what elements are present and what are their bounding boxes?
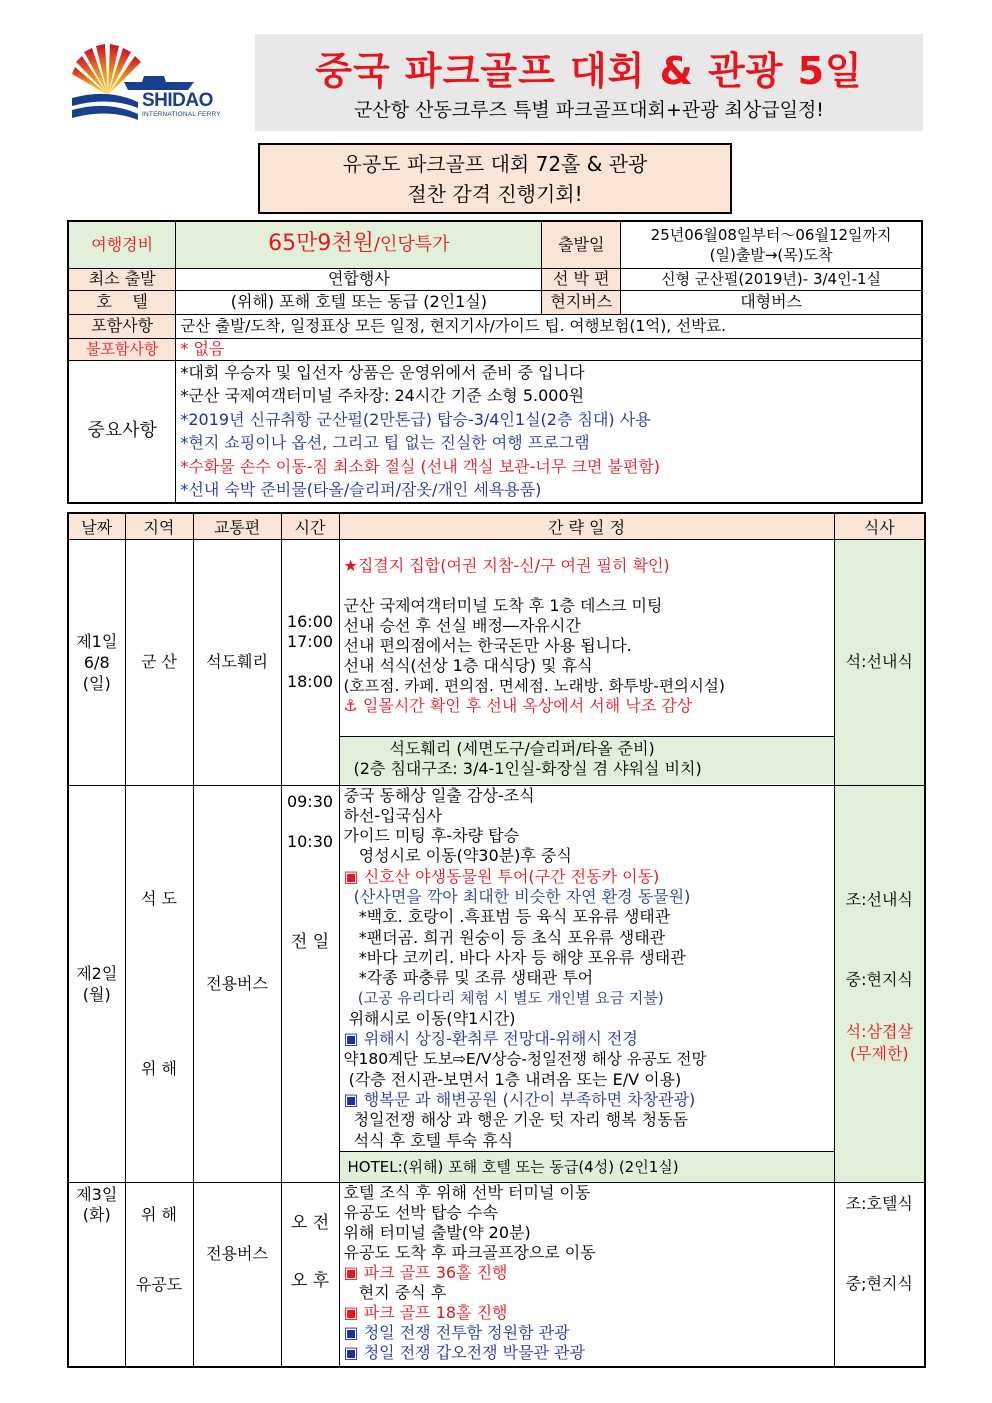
day1-transport: 석도훼리 bbox=[193, 539, 281, 785]
logo-subtext: INTERNATIONAL FERRY bbox=[142, 111, 221, 118]
page-subtitle: 군산항 산동크루즈 특별 파크골프대회+관광 최상급일정! bbox=[354, 99, 824, 121]
day2-meal-lunch: 중:현지식 bbox=[845, 969, 913, 989]
note-item: *수화물 손수 이동-짐 최소화 절실 (선내 객실 보관-너무 크면 불편함) bbox=[180, 456, 661, 476]
plan-line: *백호. 호랑이 .흑표범 등 육식 포유류 생태관 bbox=[343, 907, 671, 927]
included-label: 포함사항 bbox=[68, 314, 176, 338]
day3-time: 오 전 bbox=[290, 1212, 330, 1233]
ferry-cabin-note: (2층 침대구조: 3/4-1인실-화장실 겸 샤워실 비치) bbox=[353, 758, 702, 778]
plan-line: 청일전쟁 해상 과 행운 기운 텃 자리 행복 청동돔 bbox=[343, 1110, 689, 1130]
plan-line: ▣ 파크 골프 18홀 진행 bbox=[343, 1302, 508, 1322]
plan-line: ★집결지 집합(여권 지참-신/구 여권 필히 확인) bbox=[343, 555, 670, 575]
depart-dates: 25년06월08일부터～06월12일까지 bbox=[650, 225, 892, 244]
note-item: *대회 우승자 및 입선자 상품은 운영위에서 준비 중 입니다 bbox=[180, 362, 585, 382]
schedule-day-2 bbox=[68, 785, 925, 1182]
plan-line: 현지 중식 후 bbox=[343, 1282, 447, 1302]
note-item: *2019년 신규취항 군산펄(2만톤급) 탑승-3/4인1실(2층 침대) 사용 bbox=[180, 409, 651, 429]
day2-transport: 전용버스 bbox=[193, 785, 281, 1182]
plan-line: 영성시로 이동(약30분)후 중식 bbox=[343, 846, 572, 866]
bus-label: 현지버스 bbox=[542, 290, 621, 314]
schedule-day-1 bbox=[68, 539, 925, 785]
notes-list bbox=[176, 360, 922, 503]
day3-meal-breakfast: 조:호텔식 bbox=[845, 1194, 913, 1214]
day3-plan bbox=[339, 1182, 834, 1367]
plan-line: ▣ 청일 전쟁 전투함 정원함 관광 bbox=[343, 1322, 570, 1342]
plan-line: 위해시로 이동(약1시간) bbox=[343, 1008, 516, 1028]
excluded-value: * 없음 bbox=[176, 338, 922, 360]
promo-line-1: 유공도 파크골프 대회 72홀 & 관광 bbox=[342, 152, 648, 176]
plan-line-blue: ▣ 행복문 과 해변공원 (시간이 부족하면 차창관광) bbox=[343, 1089, 696, 1109]
cost-amount: 65만9천원 bbox=[268, 231, 374, 257]
ship-value: 신형 군산펄(2019년)- 3/4인-1실 bbox=[621, 268, 922, 290]
day2-region bbox=[125, 785, 193, 1182]
day2-time: 전 일 bbox=[290, 931, 330, 952]
plan-line: 유공도 도착 후 파크골프장으로 이동 bbox=[343, 1242, 596, 1262]
plan-line: 군산 국제여객터미널 도착 후 1층 데스크 미팅 bbox=[343, 595, 663, 615]
col-meal: 식사 bbox=[834, 513, 925, 539]
schedule-table bbox=[67, 512, 926, 1368]
day3-region-1: 위 해 bbox=[141, 1204, 177, 1224]
col-plan: 간 략 일 정 bbox=[339, 513, 834, 539]
day3-date bbox=[68, 1182, 125, 1367]
cost-value bbox=[176, 221, 542, 268]
plan-line: 가이드 미팅 후-차량 탑승 bbox=[343, 826, 520, 846]
cost-suffix: /인당특가 bbox=[373, 234, 450, 256]
day2-plan bbox=[339, 785, 834, 1182]
day2-times bbox=[281, 785, 339, 1182]
depart-value bbox=[621, 221, 922, 268]
day3-transport: 전용버스 bbox=[193, 1182, 281, 1367]
logo-text: SHIDAO bbox=[142, 90, 213, 111]
promo-line-2: 절찬 감격 진행기회! bbox=[407, 182, 583, 206]
included-value: 군산 출발/도착, 일정표상 모든 일정, 현지기사/가이드 팁. 여행보험(1억), 선박료. bbox=[176, 314, 922, 338]
min-value: 연합행사 bbox=[176, 268, 542, 290]
hotel-value: (위해) 포해 호텔 또는 동급 (2인1실) bbox=[176, 290, 542, 314]
day2-hotel: HOTEL:(위해) 포해 호텔 또는 동급(4성) (2인1실) bbox=[340, 1151, 834, 1182]
plan-line: *팬더곰. 희귀 원숭이 등 초식 포유류 생태관 bbox=[343, 927, 666, 947]
col-time: 시간 bbox=[281, 513, 339, 539]
note-item: *군산 국제여객터미널 주차장: 24시간 기준 소형 5.000원 bbox=[180, 386, 585, 405]
plan-line: (고공 유리다리 체험 시 별도 개인별 요금 지불) bbox=[343, 989, 664, 1008]
day3-time: 오 후 bbox=[290, 1270, 330, 1291]
day2-region-1: 석 도 bbox=[141, 888, 177, 908]
day2-label: 제2일 bbox=[76, 963, 118, 983]
plan-line: 약180계단 도보⇨E/V상승-청일전쟁 해상 유공도 전망 bbox=[343, 1050, 707, 1069]
day2-region-2: 위 해 bbox=[141, 1058, 177, 1078]
plan-line: 호텔 조식 후 위해 선박 터미널 이동 bbox=[343, 1182, 591, 1202]
bus-value: 대형버스 bbox=[621, 290, 922, 314]
plan-line: *각종 파충류 및 조류 생태관 투어 bbox=[343, 968, 594, 988]
day1-plan bbox=[339, 539, 834, 785]
plan-line: 선내 석식(선상 1층 대식당) 및 휴식 bbox=[343, 655, 593, 675]
note-item: *선내 숙박 준비물(타올/슬리퍼/잠옷/개인 세욕용품) bbox=[180, 480, 542, 499]
plan-line: *바다 코끼리. 바다 사자 등 해양 포유류 생태관 bbox=[343, 947, 686, 967]
day1-weekday: (일) bbox=[82, 673, 111, 693]
day2-weekday: (월) bbox=[82, 984, 111, 1004]
day1-time: 16:00 bbox=[286, 612, 334, 631]
day1-region: 군 산 bbox=[125, 539, 193, 785]
day3-region bbox=[125, 1182, 193, 1367]
page-title: 중국 파크골프 대회 & 관광 5일 bbox=[315, 49, 863, 93]
plan-line bbox=[344, 1090, 830, 1110]
day2-date bbox=[68, 785, 125, 1182]
plan-line: (산사면을 깍아 최대한 비슷한 자연 환경 동물원) bbox=[343, 886, 691, 906]
day3-meal-lunch: 중;현지식 bbox=[845, 1274, 913, 1294]
day1-times bbox=[281, 539, 339, 785]
promo-box bbox=[258, 143, 732, 214]
plan-line: ▣ 위해시 상징-환취루 전망대-위해시 전경 bbox=[343, 1029, 638, 1049]
depart-days: (일)출발→(목)도착 bbox=[709, 245, 833, 264]
plan-line: ▣ 신호산 야생동물원 투어(구간 전동카 이동) bbox=[343, 866, 660, 886]
ship-label: 선 박 편 bbox=[542, 268, 621, 290]
note-item: *현지 쇼핑이나 옵션, 그리고 팁 없는 진실한 여행 프로그램 bbox=[180, 433, 590, 452]
day2-time: 09:30 bbox=[286, 791, 334, 811]
plan-line: 유공도 선박 탑승 수속 bbox=[343, 1202, 498, 1222]
day3-meal bbox=[834, 1182, 925, 1367]
day1-time: 18:00 bbox=[286, 672, 334, 691]
title-banner bbox=[255, 34, 923, 131]
day3-region-2: 유공도 bbox=[135, 1274, 183, 1294]
col-day: 날짜 bbox=[68, 513, 125, 539]
plan-line: ▣ 청일 전쟁 갑오전쟁 박물관 관광 bbox=[343, 1342, 585, 1362]
plan-line: 위해 터미널 출발(약 20분) bbox=[343, 1222, 531, 1242]
plan-line: 선내 편의점에서는 한국돈만 사용 됩니다. bbox=[343, 635, 632, 655]
plan-line: (호프점. 카페. 편의점. 면세점. 노래방. 화투방-편의시설) bbox=[343, 676, 725, 695]
plan-line: 중국 동해상 일출 감상-조식 bbox=[343, 785, 535, 805]
day1-date bbox=[68, 539, 125, 785]
day1-label: 제1일 bbox=[76, 631, 118, 651]
day2-meal-dinner-note: (무제한) bbox=[849, 1043, 909, 1063]
plan-line: ▣ 파크 골프 36홀 진행 bbox=[343, 1262, 508, 1282]
day2-meal bbox=[834, 785, 925, 1182]
plan-line: 석식 후 호텔 투숙 휴식 bbox=[343, 1130, 514, 1150]
notes-label: 중요사항 bbox=[68, 360, 176, 503]
day3-weekday: (화) bbox=[82, 1204, 111, 1224]
schedule-day-3 bbox=[68, 1182, 925, 1367]
plan-line: ⚓ 일몰시간 확인 후 선내 옥상에서 서해 낙조 감상 bbox=[343, 695, 693, 715]
trip-info-table bbox=[67, 220, 923, 504]
plan-line: 선내 승선 후 선실 배정―자유시간 bbox=[343, 615, 581, 635]
col-transport: 교통편 bbox=[193, 513, 281, 539]
day1-time: 17:00 bbox=[286, 632, 334, 651]
day1-ferry-box bbox=[340, 736, 834, 784]
hotel-label: 호 텔 bbox=[68, 290, 176, 314]
day1-date-text: 6/8 bbox=[83, 652, 110, 672]
day2-meal-dinner: 석:삼겹살 bbox=[845, 1021, 913, 1041]
ferry-note: 석도훼리 (세면도구/슬리퍼/타올 준비) bbox=[389, 738, 655, 758]
logo bbox=[68, 40, 233, 130]
min-label: 최소 출발 bbox=[68, 268, 176, 290]
depart-label: 출발일 bbox=[542, 221, 621, 268]
day2-meal-breakfast: 조:선내식 bbox=[845, 889, 913, 909]
col-region: 지역 bbox=[125, 513, 193, 539]
day2-time: 10:30 bbox=[286, 831, 334, 851]
day3-label: 제3일 bbox=[76, 1184, 118, 1204]
day1-meal: 석:선내식 bbox=[834, 539, 925, 785]
day3-times bbox=[281, 1182, 339, 1367]
plan-line: 하선-입국심사 bbox=[343, 805, 443, 825]
cost-label: 여행경비 bbox=[68, 221, 176, 268]
plan-line: (각층 전시관-보면서 1층 내려옴 또는 E/V 이용) bbox=[343, 1069, 682, 1089]
excluded-label: 불포함사항 bbox=[68, 338, 176, 360]
